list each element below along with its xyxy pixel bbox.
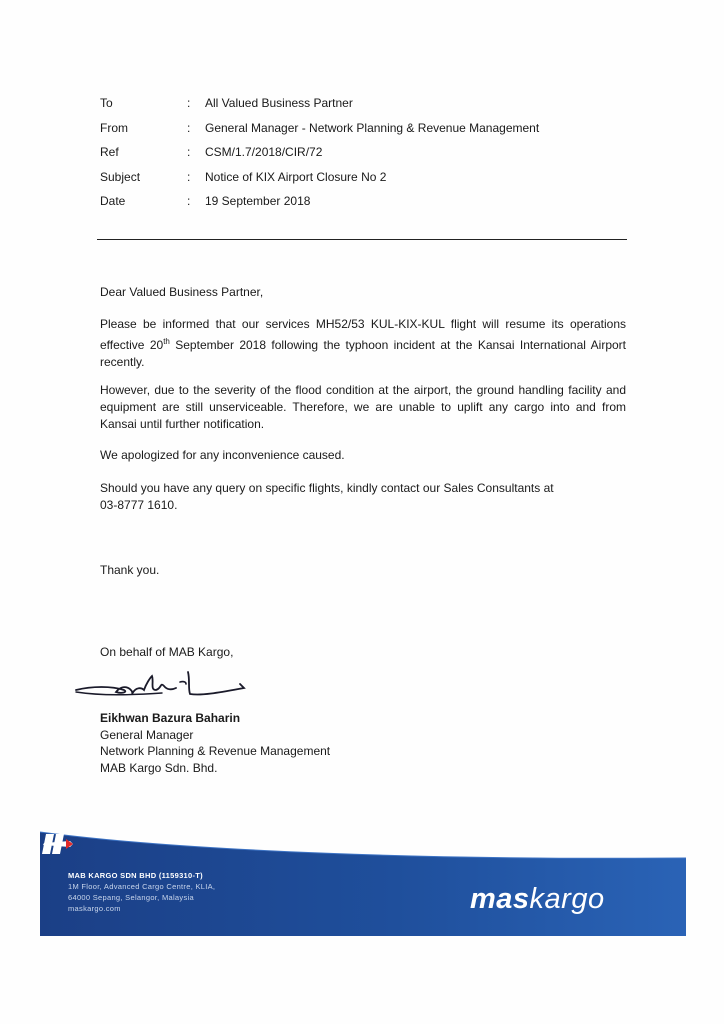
memo-header [100, 91, 620, 214]
memo-row-to [100, 91, 620, 116]
memo-label: Date [100, 194, 126, 209]
memo-value: CSM/1.7/2018/CIR/72 [205, 145, 323, 160]
memo-colon: : [187, 145, 191, 160]
memo-colon: : [187, 169, 191, 184]
footer-address-line: 64000 Sepang, Selangor, Malaysia [68, 893, 194, 902]
memo-row-date [100, 189, 620, 214]
signatory-name: Eikhwan Bazura Baharin [100, 711, 241, 725]
signatory-department: Network Planning & Revenue Management [100, 744, 331, 758]
paragraph-apology: We apologized for any inconvenience caused. [100, 448, 345, 462]
footer-address-line: 1M Floor, Advanced Cargo Centre, KLIA, [68, 882, 216, 891]
memo-label: From [100, 120, 128, 135]
footer-website: maskargo.com [68, 904, 121, 913]
footer-company: MAB KARGO SDN BHD (1159310-T) [68, 871, 203, 880]
memo-value: Notice of KIX Airport Closure No 2 [205, 169, 387, 184]
paragraph-resume-operations [100, 316, 626, 371]
logo-text-kargo: kargo [529, 883, 605, 915]
paragraph-text: Please be informed that our services MH52/53 KUL-KIX-KUL flight will resume its operations effective 20 [100, 317, 626, 352]
paragraph-contact: Should you have any query on specific flights, kindly contact our Sales Consultants at 03-8777 1610. [100, 481, 554, 512]
signatory-company: MAB Kargo Sdn. Bhd. [100, 760, 218, 775]
memo-row-from [100, 116, 620, 141]
memo-value: All Valued Business Partner [205, 96, 353, 111]
memo-row-subject [100, 165, 620, 190]
footer-banner [40, 830, 686, 940]
memo-colon: : [187, 96, 191, 111]
memo-value: 19 September 2018 [205, 194, 311, 209]
ordinal-suffix: th [163, 337, 170, 346]
memo-colon: : [187, 194, 191, 209]
memo-label: To [100, 96, 113, 111]
signatory-block [100, 710, 330, 776]
signatory-title: General Manager [100, 727, 194, 742]
paragraph-text: September 2018 following the typhoon incident at the Kansai International Airport recently. [100, 338, 626, 369]
footer-address-block [68, 870, 215, 914]
salutation: Dear Valued Business Partner, [100, 285, 264, 299]
header-divider [97, 239, 627, 240]
logo-text-mas: mas [470, 883, 530, 915]
memo-value: General Manager - Network Planning & Revenue Management [205, 120, 540, 135]
memo-label: Ref [100, 145, 119, 160]
memo-label: Subject [100, 169, 141, 184]
wau-kite-icon [40, 830, 74, 858]
handwritten-signature [72, 668, 262, 702]
paragraph-flood-condition: However, due to the severity of the flood condition at the airport, the ground handling facility and equipment are still unserviceable. Therefore, we are unable to uplift any cargo into and from Kansai until further notification. [100, 383, 626, 431]
memo-colon: : [187, 120, 191, 135]
on-behalf-line: On behalf of MAB Kargo, [100, 645, 234, 659]
memo-row-ref [100, 140, 620, 165]
maskargo-logo [470, 883, 605, 916]
closing-thanks: Thank you. [100, 563, 160, 577]
